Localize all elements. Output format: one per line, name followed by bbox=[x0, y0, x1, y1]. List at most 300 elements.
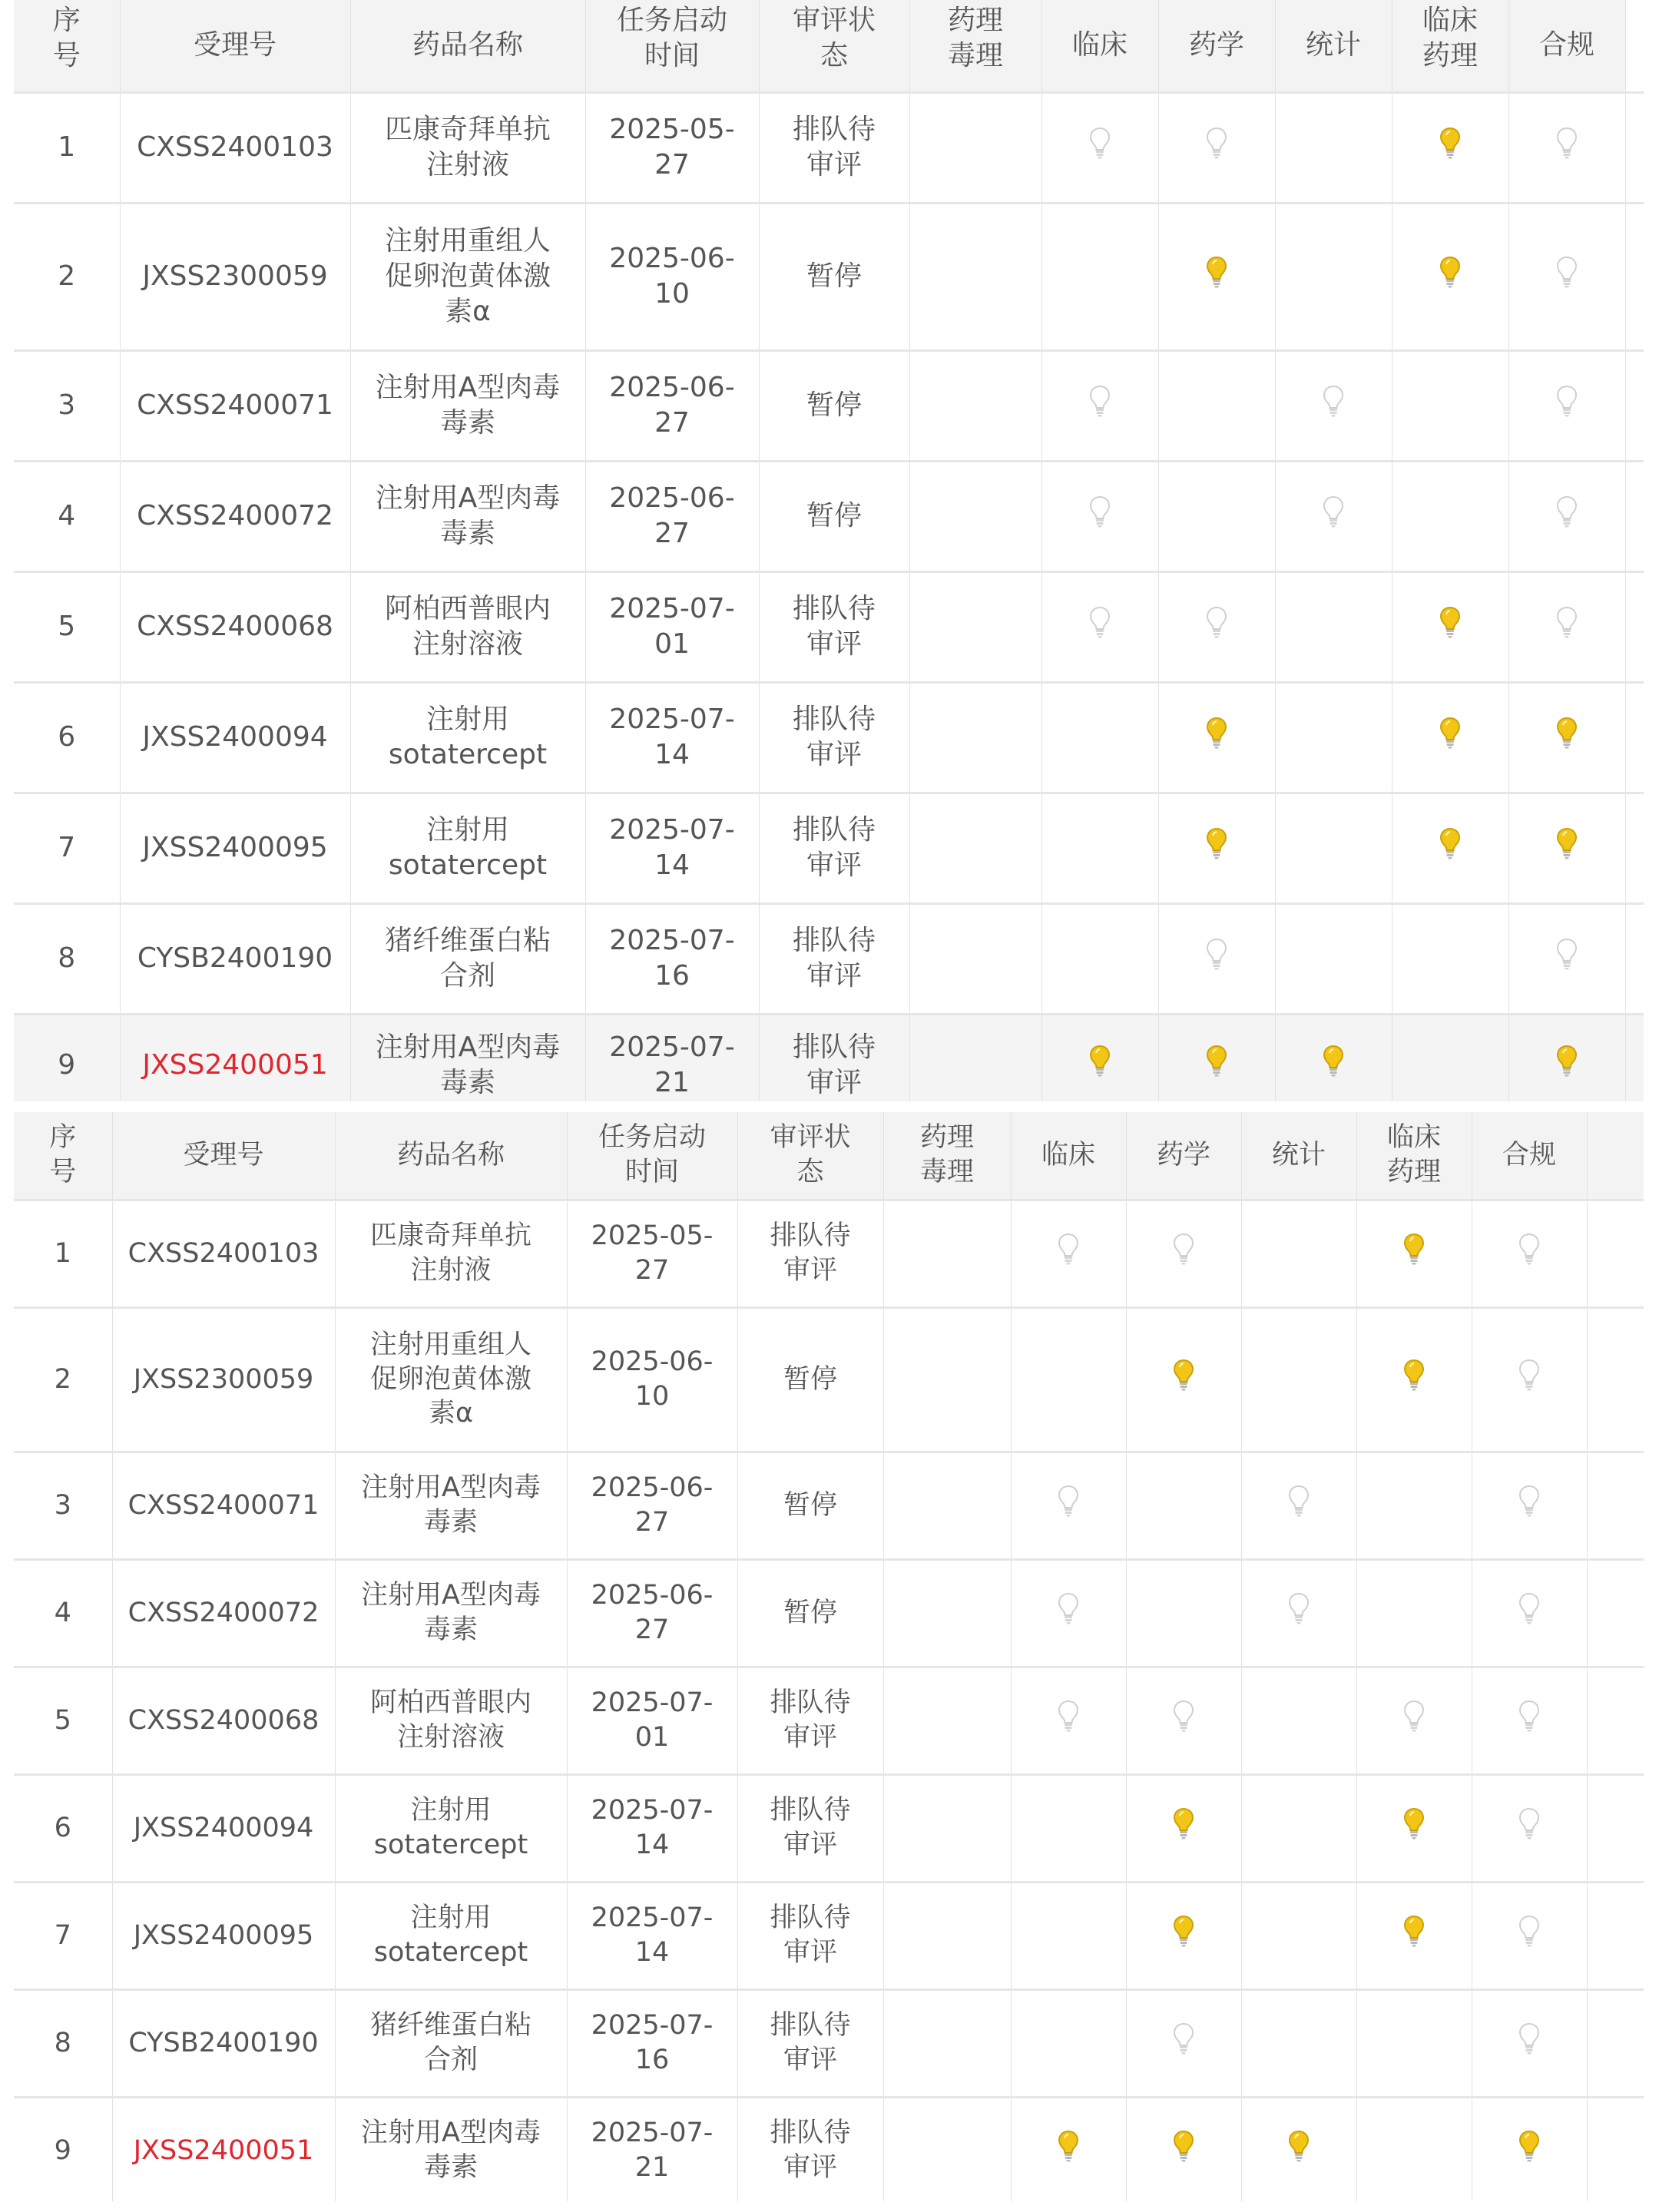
cell-pharm-tox bbox=[883, 1774, 1011, 1882]
lightbulb-off-icon[interactable] bbox=[1057, 1232, 1080, 1266]
lightbulb-off-icon[interactable] bbox=[1172, 1699, 1195, 1733]
cell-review-status: 暂停 bbox=[759, 461, 909, 571]
cell-start-time: 2025-06- 10 bbox=[585, 203, 759, 350]
lightbulb-on-icon[interactable] bbox=[1088, 1044, 1111, 1078]
header-drug-name[interactable]: 药品名称 bbox=[350, 0, 585, 92]
cell-clin-pharm bbox=[1392, 903, 1508, 1014]
cell-clinical bbox=[1011, 1307, 1126, 1452]
lightbulb-on-icon[interactable] bbox=[1402, 1232, 1426, 1266]
cell-pharm-tox bbox=[909, 203, 1041, 350]
lightbulb-off-icon[interactable] bbox=[1322, 384, 1345, 418]
table-row[interactable] bbox=[14, 1452, 1644, 1559]
cell-pharm-tox bbox=[883, 1989, 1011, 2097]
table-row[interactable] bbox=[14, 1774, 1644, 1882]
cell-cmc bbox=[1158, 571, 1275, 682]
lightbulb-off-icon[interactable] bbox=[1057, 1699, 1080, 1733]
cell-compliance bbox=[1508, 903, 1625, 1014]
cell-compliance bbox=[1508, 793, 1625, 903]
cell-statistics bbox=[1275, 903, 1392, 1014]
cell-clin-pharm bbox=[1392, 1014, 1508, 1101]
cell-pharm-tox bbox=[883, 1200, 1011, 1307]
cell-cmc bbox=[1126, 1307, 1241, 1452]
cell-start-time: 2025-05- 27 bbox=[567, 1200, 737, 1307]
header-pharm-tox[interactable]: 药理 毒理 bbox=[883, 1112, 1011, 1200]
table-row[interactable] bbox=[14, 793, 1644, 903]
header-cmc[interactable]: 药学 bbox=[1158, 0, 1275, 92]
cell-compliance bbox=[1508, 350, 1625, 461]
lightbulb-on-icon[interactable] bbox=[1555, 716, 1578, 750]
cell-clinical bbox=[1011, 1559, 1126, 1667]
lightbulb-off-icon[interactable] bbox=[1555, 937, 1578, 971]
lightbulb-off-icon[interactable] bbox=[1172, 1232, 1195, 1266]
lightbulb-on-icon[interactable] bbox=[1172, 1358, 1195, 1392]
cell-drug-name: 匹康奇拜单抗 注射液 bbox=[335, 1200, 567, 1307]
lightbulb-on-icon[interactable] bbox=[1518, 2129, 1541, 2163]
cell-accept-no[interactable]: CXSS2400103 bbox=[120, 92, 350, 203]
cell-review-status: 排队待 审评 bbox=[759, 1014, 909, 1101]
cell-accept-no[interactable]: CXSS2400072 bbox=[112, 1559, 335, 1667]
lightbulb-off-icon[interactable] bbox=[1088, 495, 1111, 528]
cell-clin-pharm bbox=[1392, 571, 1508, 682]
header-accept-no[interactable]: 受理号 bbox=[112, 1112, 335, 1200]
cell-cmc bbox=[1126, 1452, 1241, 1559]
cell-seq: 3 bbox=[14, 350, 120, 461]
cell-drug-name: 注射用 sotatercept bbox=[335, 1774, 567, 1882]
cell-clinical bbox=[1041, 203, 1158, 350]
cell-drug-name: 注射用A型肉毒 毒素 bbox=[350, 350, 585, 461]
table-row[interactable] bbox=[14, 461, 1644, 571]
cell-compliance bbox=[1472, 1774, 1587, 1882]
cell-start-time: 2025-07- 01 bbox=[585, 571, 759, 682]
cell-clin-pharm bbox=[1356, 1667, 1472, 1774]
cell-cmc bbox=[1126, 2097, 1241, 2201]
lightbulb-on-icon[interactable] bbox=[1205, 716, 1228, 750]
table-row[interactable] bbox=[14, 203, 1644, 350]
cell-pharm-tox bbox=[909, 92, 1041, 203]
header-overflow bbox=[1587, 1112, 1644, 1200]
cell-accept-no[interactable]: JXSS2400094 bbox=[120, 682, 350, 793]
lightbulb-on-icon[interactable] bbox=[1205, 826, 1228, 860]
table-row[interactable] bbox=[14, 1559, 1644, 1667]
cell-pharm-tox bbox=[909, 682, 1041, 793]
lightbulb-on-icon[interactable] bbox=[1439, 716, 1462, 750]
cell-seq: 2 bbox=[14, 203, 120, 350]
lightbulb-off-icon[interactable] bbox=[1287, 1591, 1310, 1625]
cell-overflow bbox=[1587, 1559, 1644, 1667]
lightbulb-off-icon[interactable] bbox=[1088, 384, 1111, 418]
cell-review-status: 排队待 审评 bbox=[759, 571, 909, 682]
cell-drug-name: 注射用A型肉毒 毒素 bbox=[335, 1452, 567, 1559]
cell-clinical bbox=[1011, 1989, 1126, 2097]
lightbulb-off-icon[interactable] bbox=[1205, 605, 1228, 639]
cell-clin-pharm bbox=[1356, 1774, 1472, 1882]
cell-cmc bbox=[1158, 1014, 1275, 1101]
cell-seq: 1 bbox=[14, 92, 120, 203]
cell-pharm-tox bbox=[883, 1452, 1011, 1559]
cell-pharm-tox bbox=[883, 2097, 1011, 2201]
lightbulb-on-icon[interactable] bbox=[1205, 255, 1228, 289]
lightbulb-off-icon[interactable] bbox=[1287, 1484, 1310, 1518]
cell-accept-no[interactable]: JXSS2400095 bbox=[120, 793, 350, 903]
lightbulb-off-icon[interactable] bbox=[1555, 384, 1578, 418]
cell-overflow bbox=[1625, 92, 1644, 203]
cell-seq: 5 bbox=[14, 1667, 112, 1774]
cell-drug-name: 注射用A型肉毒 毒素 bbox=[350, 1014, 585, 1101]
table-row[interactable] bbox=[14, 92, 1644, 203]
cell-drug-name: 注射用重组人 促卵泡黄体激 素α bbox=[335, 1307, 567, 1452]
cell-compliance bbox=[1472, 1667, 1587, 1774]
cell-clinical bbox=[1041, 1014, 1158, 1101]
table-row[interactable] bbox=[14, 571, 1644, 682]
cell-compliance bbox=[1508, 203, 1625, 350]
cell-drug-name: 阿柏西普眼内 注射溶液 bbox=[350, 571, 585, 682]
cell-cmc bbox=[1158, 903, 1275, 1014]
cell-statistics bbox=[1241, 2097, 1356, 2201]
cell-review-status: 暂停 bbox=[737, 1559, 883, 1667]
cell-review-status: 排队待 审评 bbox=[759, 793, 909, 903]
cell-review-status: 排队待 审评 bbox=[759, 92, 909, 203]
lightbulb-off-icon[interactable] bbox=[1518, 1358, 1541, 1392]
cell-statistics bbox=[1275, 1014, 1392, 1101]
review-table-bottom bbox=[14, 1112, 1644, 2201]
lightbulb-off-icon[interactable] bbox=[1205, 126, 1228, 160]
lightbulb-on-icon[interactable] bbox=[1402, 1806, 1426, 1840]
cell-cmc bbox=[1126, 1667, 1241, 1774]
cell-review-status: 排队待 审评 bbox=[737, 1200, 883, 1307]
cell-review-status: 排队待 审评 bbox=[737, 1667, 883, 1774]
cell-clin-pharm bbox=[1356, 1559, 1472, 1667]
cell-statistics bbox=[1241, 1667, 1356, 1774]
cell-clinical bbox=[1011, 1452, 1126, 1559]
cell-clinical bbox=[1041, 461, 1158, 571]
cell-accept-no[interactable]: CXSS2400103 bbox=[112, 1200, 335, 1307]
cell-clinical bbox=[1011, 1200, 1126, 1307]
cell-overflow bbox=[1587, 1452, 1644, 1559]
cell-drug-name: 注射用重组人 促卵泡黄体激 素α bbox=[350, 203, 585, 350]
cell-clin-pharm bbox=[1392, 461, 1508, 571]
lightbulb-off-icon[interactable] bbox=[1057, 1591, 1080, 1625]
cell-statistics bbox=[1241, 1882, 1356, 1989]
lightbulb-on-icon[interactable] bbox=[1439, 826, 1462, 860]
lightbulb-off-icon[interactable] bbox=[1518, 1484, 1541, 1518]
cell-seq: 9 bbox=[14, 2097, 112, 2201]
header-clinical[interactable]: 临床 bbox=[1041, 0, 1158, 92]
cell-accept-no[interactable]: JXSS2400095 bbox=[112, 1882, 335, 1989]
cell-cmc bbox=[1158, 203, 1275, 350]
lightbulb-off-icon[interactable] bbox=[1518, 1591, 1541, 1625]
cell-statistics bbox=[1275, 92, 1392, 203]
cell-seq: 5 bbox=[14, 571, 120, 682]
cell-overflow bbox=[1587, 1200, 1644, 1307]
cell-cmc bbox=[1158, 350, 1275, 461]
table-row[interactable] bbox=[14, 903, 1644, 1014]
table-header-row bbox=[14, 0, 1644, 92]
cell-clinical bbox=[1011, 1882, 1126, 1989]
cell-cmc bbox=[1126, 1200, 1241, 1307]
cell-statistics bbox=[1275, 203, 1392, 350]
lightbulb-off-icon[interactable] bbox=[1518, 1232, 1541, 1266]
cell-review-status: 暂停 bbox=[759, 350, 909, 461]
cell-statistics bbox=[1275, 461, 1392, 571]
cell-clin-pharm bbox=[1392, 92, 1508, 203]
header-clin-pharm[interactable]: 临床 药理 bbox=[1356, 1112, 1472, 1200]
cell-statistics bbox=[1275, 793, 1392, 903]
cell-clinical bbox=[1041, 793, 1158, 903]
lightbulb-off-icon[interactable] bbox=[1057, 1484, 1080, 1518]
cell-drug-name: 阿柏西普眼内 注射溶液 bbox=[335, 1667, 567, 1774]
cell-cmc bbox=[1158, 682, 1275, 793]
cell-clin-pharm bbox=[1356, 1307, 1472, 1452]
review-table-top bbox=[14, 0, 1644, 1101]
cell-start-time: 2025-06- 27 bbox=[585, 461, 759, 571]
table-row[interactable] bbox=[14, 1200, 1644, 1307]
header-review-status[interactable]: 审评状 态 bbox=[759, 0, 909, 92]
table-row[interactable] bbox=[14, 1989, 1644, 2097]
cell-accept-no[interactable]: CYSB2400190 bbox=[112, 1989, 335, 2097]
header-accept-no[interactable]: 受理号 bbox=[120, 0, 350, 92]
cell-accept-no[interactable]: CXSS2400071 bbox=[112, 1452, 335, 1559]
lightbulb-on-icon[interactable] bbox=[1172, 1914, 1195, 1948]
cell-start-time: 2025-06- 27 bbox=[567, 1452, 737, 1559]
lightbulb-on-icon[interactable] bbox=[1402, 1914, 1426, 1948]
cell-compliance bbox=[1508, 1014, 1625, 1101]
cell-seq: 9 bbox=[14, 1014, 120, 1101]
cell-compliance bbox=[1472, 1882, 1587, 1989]
cell-drug-name: 注射用 sotatercept bbox=[350, 793, 585, 903]
cell-clinical bbox=[1041, 350, 1158, 461]
cell-review-status: 排队待 审评 bbox=[737, 1989, 883, 2097]
lightbulb-off-icon[interactable] bbox=[1518, 1914, 1541, 1948]
cell-cmc bbox=[1158, 793, 1275, 903]
cell-drug-name: 注射用A型肉毒 毒素 bbox=[350, 461, 585, 571]
cell-drug-name: 匹康奇拜单抗 注射液 bbox=[350, 92, 585, 203]
cell-accept-no[interactable]: JXSS2400094 bbox=[112, 1774, 335, 1882]
lightbulb-off-icon[interactable] bbox=[1518, 1806, 1541, 1840]
cell-review-status: 排队待 审评 bbox=[759, 682, 909, 793]
cell-clinical bbox=[1041, 571, 1158, 682]
lightbulb-off-icon[interactable] bbox=[1088, 605, 1111, 639]
cell-overflow bbox=[1587, 1989, 1644, 2097]
cell-seq: 4 bbox=[14, 461, 120, 571]
cell-drug-name: 注射用 sotatercept bbox=[335, 1882, 567, 1989]
cell-pharm-tox bbox=[909, 571, 1041, 682]
cell-start-time: 2025-06- 27 bbox=[567, 1559, 737, 1667]
header-cmc[interactable]: 药学 bbox=[1126, 1112, 1241, 1200]
cell-accept-no[interactable]: JXSS2300059 bbox=[112, 1307, 335, 1452]
header-clinical[interactable]: 临床 bbox=[1011, 1112, 1126, 1200]
lightbulb-on-icon[interactable] bbox=[1402, 1358, 1426, 1392]
cell-overflow bbox=[1625, 1014, 1644, 1101]
cell-seq: 3 bbox=[14, 1452, 112, 1559]
lightbulb-on-icon[interactable] bbox=[1439, 255, 1462, 289]
cell-seq: 2 bbox=[14, 1307, 112, 1452]
cell-clinical bbox=[1011, 2097, 1126, 2201]
cell-clinical bbox=[1011, 1774, 1126, 1882]
cell-overflow bbox=[1625, 461, 1644, 571]
cell-seq: 7 bbox=[14, 793, 120, 903]
table-row[interactable] bbox=[14, 1882, 1644, 1989]
cell-accept-no[interactable]: JXSS2400051 bbox=[120, 1014, 350, 1101]
lightbulb-on-icon[interactable] bbox=[1172, 1806, 1195, 1840]
cell-overflow bbox=[1587, 1307, 1644, 1452]
cell-statistics bbox=[1241, 1559, 1356, 1667]
cell-statistics bbox=[1241, 1452, 1356, 1559]
cell-accept-no[interactable]: JXSS2400051 bbox=[112, 2097, 335, 2201]
lightbulb-off-icon[interactable] bbox=[1088, 126, 1111, 160]
cell-statistics bbox=[1241, 1200, 1356, 1307]
cell-accept-no[interactable]: CXSS2400071 bbox=[120, 350, 350, 461]
cell-clinical bbox=[1011, 1667, 1126, 1774]
header-statistics[interactable]: 统计 bbox=[1241, 1112, 1356, 1200]
cell-accept-no[interactable]: CXSS2400072 bbox=[120, 461, 350, 571]
cell-compliance bbox=[1472, 2097, 1587, 2201]
cell-start-time: 2025-07- 14 bbox=[567, 1774, 737, 1882]
cell-review-status: 排队待 审评 bbox=[737, 1774, 883, 1882]
cell-clin-pharm bbox=[1356, 2097, 1472, 2201]
lightbulb-on-icon[interactable] bbox=[1555, 1044, 1578, 1078]
cell-start-time: 2025-07- 21 bbox=[585, 1014, 759, 1101]
lightbulb-off-icon[interactable] bbox=[1518, 2022, 1541, 2055]
lightbulb-off-icon[interactable] bbox=[1172, 2022, 1195, 2055]
cell-compliance bbox=[1472, 1452, 1587, 1559]
cell-pharm-tox bbox=[909, 1014, 1041, 1101]
cell-start-time: 2025-07- 16 bbox=[585, 903, 759, 1014]
cell-cmc bbox=[1126, 1559, 1241, 1667]
cell-compliance bbox=[1508, 461, 1625, 571]
table-row[interactable] bbox=[14, 1307, 1644, 1452]
cell-clin-pharm bbox=[1356, 1452, 1472, 1559]
cell-cmc bbox=[1126, 1774, 1241, 1882]
cell-cmc bbox=[1158, 461, 1275, 571]
lightbulb-on-icon[interactable] bbox=[1057, 2129, 1080, 2163]
cell-overflow bbox=[1587, 1882, 1644, 1989]
cell-seq: 1 bbox=[14, 1200, 112, 1307]
cell-clin-pharm bbox=[1356, 1882, 1472, 1989]
cell-clin-pharm bbox=[1392, 203, 1508, 350]
lightbulb-off-icon[interactable] bbox=[1205, 937, 1228, 971]
cell-clin-pharm bbox=[1356, 1989, 1472, 2097]
header-review-status[interactable]: 审评状 态 bbox=[737, 1112, 883, 1200]
cell-seq: 7 bbox=[14, 1882, 112, 1989]
cell-review-status: 排队待 审评 bbox=[759, 903, 909, 1014]
table-header-row bbox=[14, 1112, 1644, 1200]
cell-pharm-tox bbox=[883, 1667, 1011, 1774]
cell-overflow bbox=[1625, 571, 1644, 682]
cell-cmc bbox=[1126, 1989, 1241, 2097]
lightbulb-off-icon[interactable] bbox=[1555, 126, 1578, 160]
cell-statistics bbox=[1241, 1774, 1356, 1882]
review-table bbox=[14, 0, 1644, 1101]
cell-review-status: 暂停 bbox=[737, 1452, 883, 1559]
lightbulb-off-icon[interactable] bbox=[1402, 1699, 1426, 1733]
cell-overflow bbox=[1625, 203, 1644, 350]
cell-clin-pharm bbox=[1356, 1200, 1472, 1307]
header-compliance[interactable]: 合规 bbox=[1472, 1112, 1587, 1200]
cell-review-status: 暂停 bbox=[759, 203, 909, 350]
cell-statistics bbox=[1275, 682, 1392, 793]
cell-start-time: 2025-06- 10 bbox=[567, 1307, 737, 1452]
cell-overflow bbox=[1625, 793, 1644, 903]
cell-accept-no[interactable]: JXSS2300059 bbox=[120, 203, 350, 350]
cell-overflow bbox=[1587, 1667, 1644, 1774]
lightbulb-off-icon[interactable] bbox=[1322, 495, 1345, 528]
cell-pharm-tox bbox=[883, 1307, 1011, 1452]
header-compliance[interactable]: 合规 bbox=[1508, 0, 1625, 92]
lightbulb-off-icon[interactable] bbox=[1555, 605, 1578, 639]
cell-drug-name: 注射用A型肉毒 毒素 bbox=[335, 1559, 567, 1667]
table-row[interactable] bbox=[14, 2097, 1644, 2201]
cell-overflow bbox=[1625, 903, 1644, 1014]
cell-start-time: 2025-07- 14 bbox=[585, 682, 759, 793]
cell-drug-name: 注射用A型肉毒 毒素 bbox=[335, 2097, 567, 2201]
cell-review-status: 暂停 bbox=[737, 1307, 883, 1452]
cell-accept-no[interactable]: CXSS2400068 bbox=[120, 571, 350, 682]
header-clin-pharm[interactable]: 临床 药理 bbox=[1392, 0, 1508, 92]
cell-drug-name: 猪纤维蛋白粘 合剂 bbox=[350, 903, 585, 1014]
table-row[interactable] bbox=[14, 682, 1644, 793]
header-statistics[interactable]: 统计 bbox=[1275, 0, 1392, 92]
cell-review-status: 排队待 审评 bbox=[737, 1882, 883, 1989]
cell-clinical bbox=[1041, 682, 1158, 793]
cell-pharm-tox bbox=[909, 461, 1041, 571]
cell-clinical bbox=[1041, 92, 1158, 203]
cell-seq: 8 bbox=[14, 1989, 112, 2097]
cell-clinical bbox=[1041, 903, 1158, 1014]
table-row[interactable] bbox=[14, 1667, 1644, 1774]
cell-compliance bbox=[1508, 92, 1625, 203]
cell-start-time: 2025-07- 14 bbox=[567, 1882, 737, 1989]
cell-overflow bbox=[1587, 1774, 1644, 1882]
header-seq[interactable]: 序 号 bbox=[14, 0, 120, 92]
cell-statistics bbox=[1275, 350, 1392, 461]
cell-seq: 4 bbox=[14, 1559, 112, 1667]
header-pharm-tox[interactable]: 药理 毒理 bbox=[909, 0, 1041, 92]
cell-accept-no[interactable]: CYSB2400190 bbox=[120, 903, 350, 1014]
lightbulb-off-icon[interactable] bbox=[1555, 495, 1578, 528]
header-drug-name[interactable]: 药品名称 bbox=[335, 1112, 567, 1200]
cell-compliance bbox=[1472, 1307, 1587, 1452]
lightbulb-off-icon[interactable] bbox=[1555, 255, 1578, 289]
cell-clin-pharm bbox=[1392, 682, 1508, 793]
cell-pharm-tox bbox=[909, 793, 1041, 903]
review-table bbox=[14, 1112, 1644, 2201]
cell-accept-no[interactable]: CXSS2400068 bbox=[112, 1667, 335, 1774]
lightbulb-on-icon[interactable] bbox=[1439, 126, 1462, 160]
cell-start-time: 2025-06- 27 bbox=[585, 350, 759, 461]
lightbulb-on-icon[interactable] bbox=[1322, 1044, 1345, 1078]
lightbulb-on-icon[interactable] bbox=[1205, 1044, 1228, 1078]
table-row[interactable] bbox=[14, 350, 1644, 461]
cell-compliance bbox=[1472, 1200, 1587, 1307]
header-seq[interactable]: 序 号 bbox=[14, 1112, 112, 1200]
cell-seq: 6 bbox=[14, 1774, 112, 1882]
header-start-time[interactable]: 任务启动 时间 bbox=[567, 1112, 737, 1200]
cell-overflow bbox=[1625, 682, 1644, 793]
lightbulb-on-icon[interactable] bbox=[1555, 826, 1578, 860]
lightbulb-on-icon[interactable] bbox=[1439, 605, 1462, 639]
cell-overflow bbox=[1625, 350, 1644, 461]
header-start-time[interactable]: 任务启动 时间 bbox=[585, 0, 759, 92]
cell-review-status: 排队待 审评 bbox=[737, 2097, 883, 2201]
table-row[interactable] bbox=[14, 1014, 1644, 1101]
cell-start-time: 2025-07- 16 bbox=[567, 1989, 737, 2097]
cell-start-time: 2025-05- 27 bbox=[585, 92, 759, 203]
cell-pharm-tox bbox=[883, 1882, 1011, 1989]
lightbulb-off-icon[interactable] bbox=[1518, 1699, 1541, 1733]
lightbulb-on-icon[interactable] bbox=[1172, 2129, 1195, 2163]
lightbulb-on-icon[interactable] bbox=[1287, 2129, 1310, 2163]
cell-drug-name: 注射用 sotatercept bbox=[350, 682, 585, 793]
